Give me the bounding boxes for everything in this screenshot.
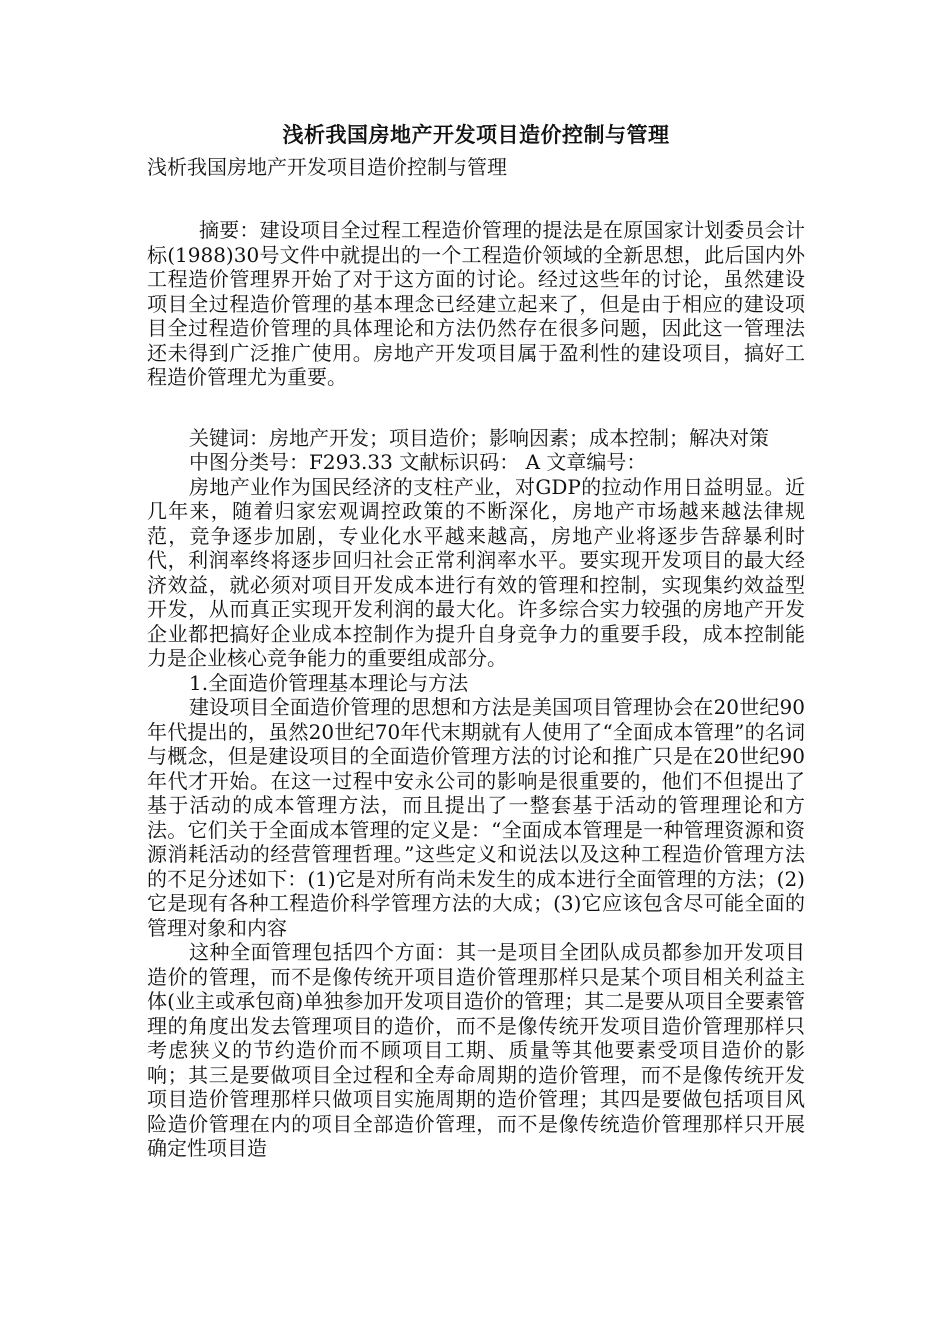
classification-line: 中图分类号：F293.33 文献标识码： A 文章编号： bbox=[189, 450, 647, 474]
abstract-paragraph: 摘要：建设项目全过程工程造价管理的提法是在原国家计划委员会计标(1988)30号文件中就提出的一个工程造价领域的全新思想，此后国内外工程造价管理界开始了对于这方面的讨论。经过这些年的讨论，虽然建设项目全过程造价管理的基本理念已经建立起来了，但是由于相应的建设项目全过程造价管理的具体理论和方法仍然存在很多问题，因此这一管理法还未得到广泛推广使用。房地产开发项目属于盈利性的建设项目，搞好工程造价管理尤为重要。 bbox=[147, 218, 805, 389]
body-paragraph-3: 这种全面管理包括四个方面：其一是项目全团队成员都参加开发项目造价的管理，而不是像传统开项目造价管理那样只是某个项目相关利益主体(业主或承包商)单独参加开发项目造价的管理；其二是要从项目全要素管理的角度出发去管理项目的造价，而不是像传统开发项目造价管理那样只考虑狭义的节约造价而不顾项目工期、质量等其他要素受项目造价的影响；其三是要做项目全过程和全寿命周期的造价管理，而不是像传统开发项目造价管理那样只做项目实施周期的造价管理；其四是要做包括项目风险造价管理在内的项目全部造价管理，而不是像传统造价管理那样只开展确定性项目造 bbox=[147, 940, 805, 1160]
document-subtitle: 浅析我国房地产开发项目造价控制与管理 bbox=[147, 155, 507, 179]
body-paragraph-1: 房地产业作为国民经济的支柱产业，对GDP的拉动作用日益明显。近几年来，随着归家宏观调控政策的不断深化，房地产市场越来越法律规范，竞争逐步加剧，专业化水平越来越高，房地产业将逐步告辞暴利时代，利润率终将逐步回归社会正常利润率水平。要实现开发项目的最大经济效益，就必须对项目开发成本进行有效的管理和控制，实现集约效益型开发，从而真正实现开发利润的最大化。许多综合实力较强的房地产开发企业都把搞好企业成本控制作为提升自身竞争力的重要手段，成本控制能力是企业核心竞争能力的重要组成部分。 bbox=[147, 474, 805, 670]
section-heading-1: 1.全面造价管理基本理论与方法 bbox=[189, 670, 469, 695]
document-page bbox=[147, 118, 805, 1161]
document-title: 浅析我国房地产开发项目造价控制与管理 bbox=[282, 122, 670, 147]
body-paragraph-2: 建设项目全面造价管理的思想和方法是美国项目管理协会在20世纪90年代提出的，虽然20世纪70年代末期就有人使用了“全面成本管理”的名词与概念，但是建设项目的全面造价管理方法的讨论和推广只是在20世纪90年代才开始。在这一过程中安永公司的影响是很重要的，他们不但提出了基于活动的成本管理方法，而且提出了一整套基于活动的管理理论和方法。它们关于全面成本管理的定义是：“全面成本管理是一种管理资源和资源消耗活动的经营管理哲理。”这些定义和说法以及这种工程造价管理方法的不足分述如下：(1)它是对所有尚未发生的成本进行全面管理的方法；(2)它是现有各种工程造价科学管理方法的大成；(3)它应该包含尽可能全面的管理对象和内容 bbox=[147, 695, 805, 940]
keywords-line: 关键词：房地产开发；项目造价；影响因素；成本控制；解决对策 bbox=[189, 425, 769, 450]
